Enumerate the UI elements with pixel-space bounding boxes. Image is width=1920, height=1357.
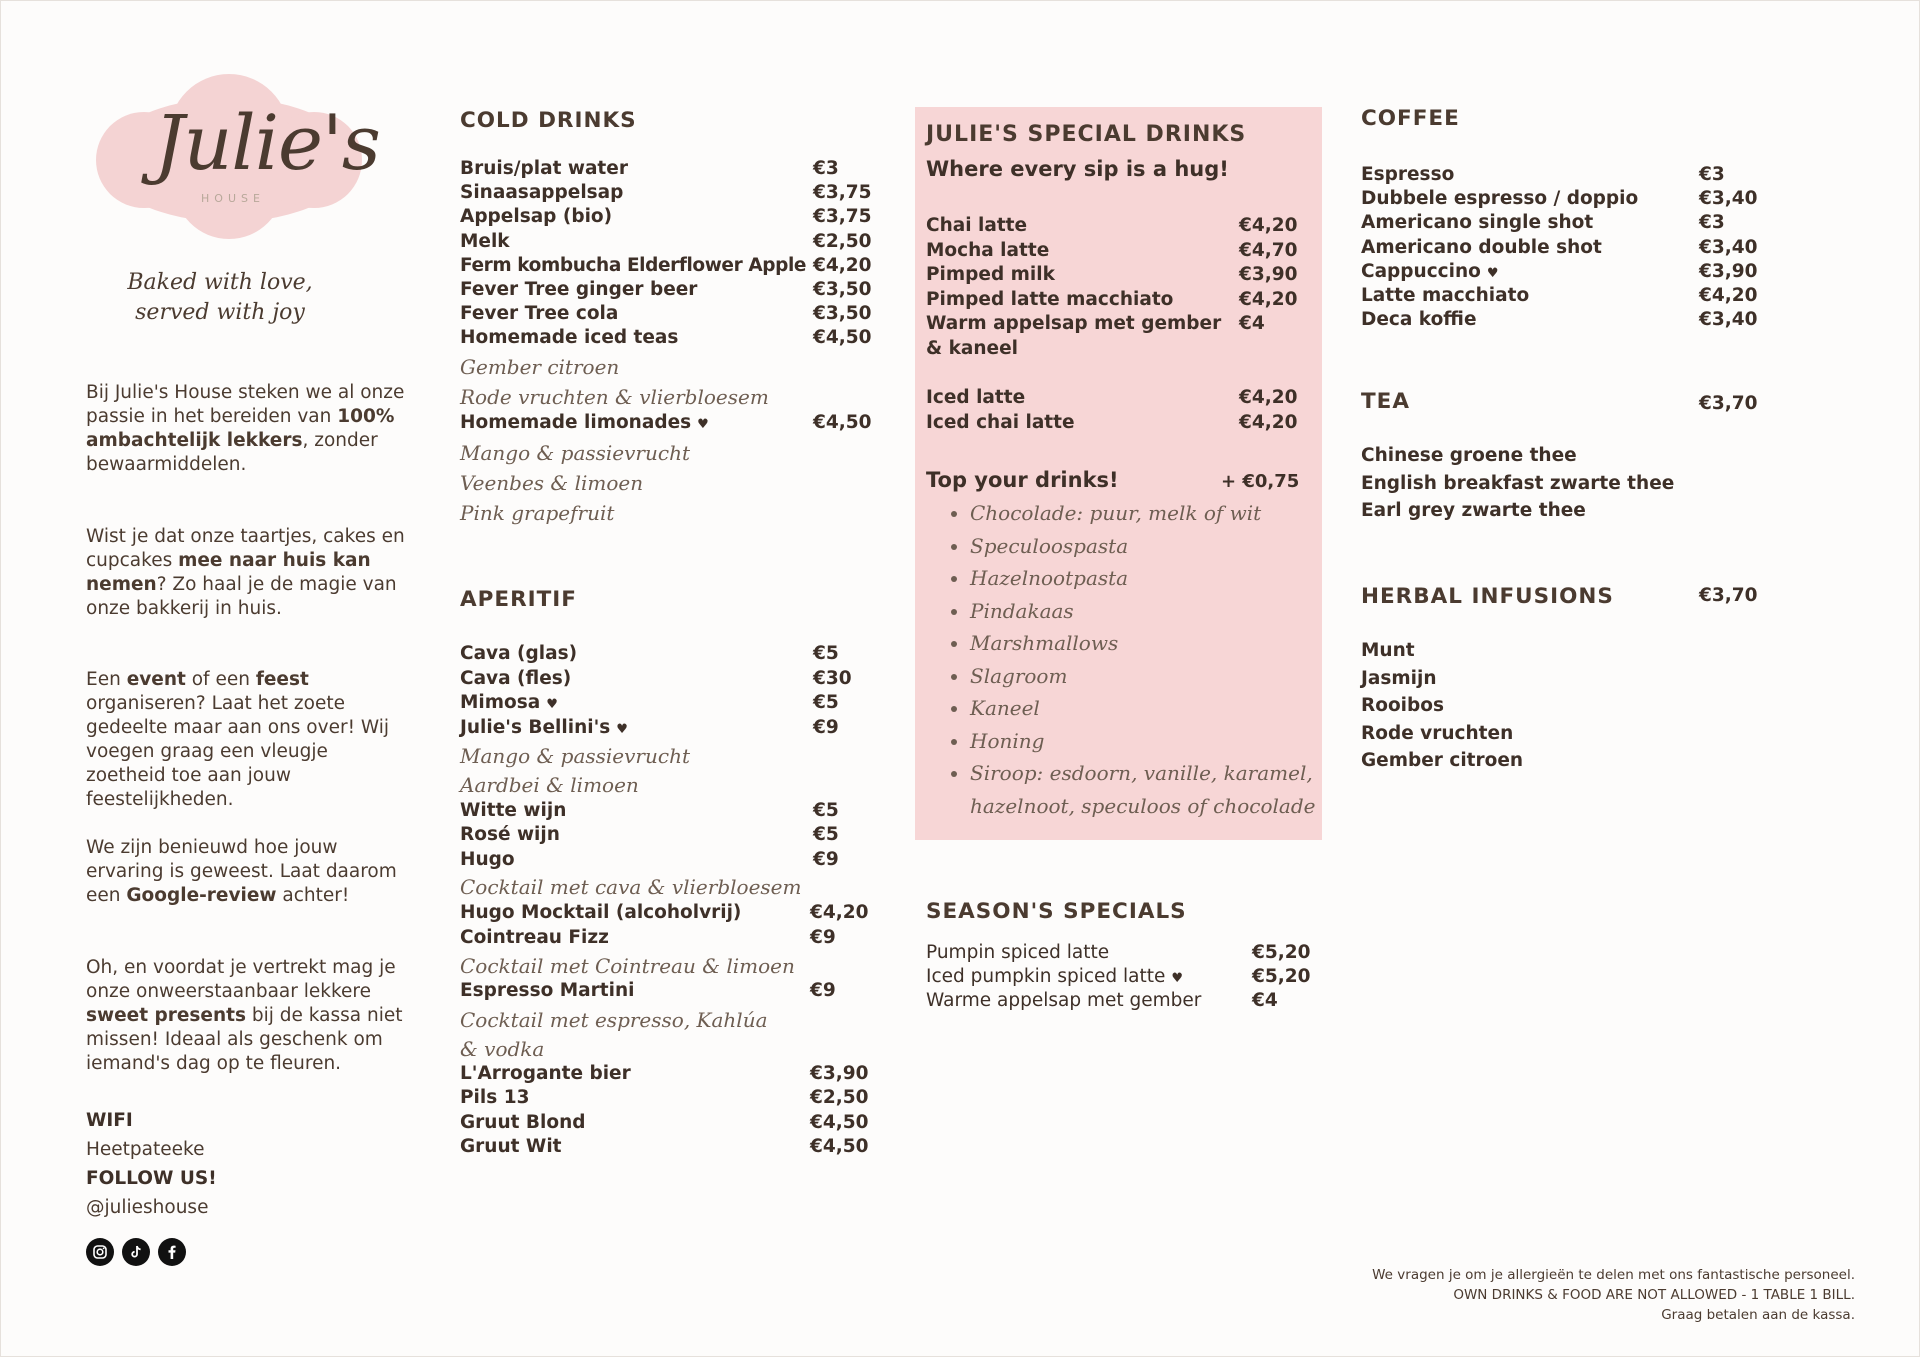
item-name: Gruut Wit xyxy=(460,1136,562,1157)
heart-icon: ♥ xyxy=(616,721,628,737)
text: ? Zo haal je de magie van onze bakkerij in huis. xyxy=(86,574,397,619)
toppings-list xyxy=(942,497,1316,822)
menu-item xyxy=(460,327,872,355)
item-price: €9 xyxy=(810,926,836,948)
heart-icon: ♥ xyxy=(1171,971,1184,986)
topping-item: • Honing xyxy=(970,725,1316,758)
item-name: Gruut Blond xyxy=(460,1111,586,1133)
intro-paragraph-4 xyxy=(86,836,406,908)
menu-item xyxy=(926,288,1298,314)
cold-drinks-heading: COLD DRINKS xyxy=(460,108,637,133)
topping-item: • Hazelnootpasta xyxy=(970,562,1316,595)
menu-item: Jasmijn xyxy=(1361,667,1437,689)
text: of een xyxy=(185,669,256,690)
menu-item xyxy=(1361,164,1725,188)
item-name: Fever Tree cola xyxy=(460,303,619,325)
item-name: Pumpin spiced latte xyxy=(926,942,1110,963)
item-price: €5 xyxy=(813,799,839,821)
special-drinks-heading: JULIE'S SPECIAL DRINKS xyxy=(926,122,1247,147)
item-price: €3,90 xyxy=(1239,264,1298,285)
menu-item xyxy=(460,926,836,954)
item-name: Cava (fles) xyxy=(460,667,572,689)
menu-item: Gember citroen xyxy=(1361,750,1524,771)
logo-wordmark: Julie's xyxy=(154,98,380,187)
menu-item xyxy=(460,158,839,182)
item-name: Rosé wijn xyxy=(460,824,560,845)
wifi-heading: WIFI xyxy=(86,1110,133,1131)
item-name: Dubbele espresso / doppio xyxy=(1361,188,1639,210)
intro-paragraph-3 xyxy=(86,668,406,812)
toppings-price: + €0,75 xyxy=(1221,471,1300,492)
menu-item xyxy=(926,313,1265,338)
tagline-line-1: Baked with love, xyxy=(127,270,313,295)
heart-icon: ♥ xyxy=(1486,265,1499,281)
heart-icon: ♥ xyxy=(697,417,709,433)
menu-item: Rode vruchten xyxy=(1361,722,1514,744)
menu-item xyxy=(460,230,872,255)
menu-item-variant: Mango & passievrucht xyxy=(460,743,690,768)
special-drinks-subheading: Where every sip is a hug! xyxy=(926,157,1229,181)
item-price: €3,50 xyxy=(813,303,872,325)
item-price: €3 xyxy=(813,158,839,179)
tea-list xyxy=(1361,445,1674,528)
text: bij de kassa niet missen! Ideaal als geschenk om iemand's dag op te fleuren. xyxy=(86,1005,403,1074)
item-price: €4,70 xyxy=(1239,239,1298,261)
menu-item-variant: Rode vruchten & vlierbloesem xyxy=(460,385,769,410)
menu-item xyxy=(460,1111,869,1137)
item-name: Julie's Bellini's xyxy=(460,716,611,738)
menu-item-variant: Cocktail met cava & vlierbloesem xyxy=(460,874,802,899)
item-name: Witte wijn xyxy=(460,799,567,821)
menu-item xyxy=(460,667,852,693)
special-iced-list xyxy=(926,387,1298,436)
item-name: Iced latte xyxy=(926,387,1026,408)
item-price: €3 xyxy=(1699,212,1725,234)
item-name: Deca koffie xyxy=(1361,309,1477,331)
cold-drinks-list xyxy=(460,158,872,531)
topping-item: • Pindakaas xyxy=(970,595,1316,628)
tea-price: €3,70 xyxy=(1699,393,1758,414)
text: , zonder bewaarmiddelen. xyxy=(86,430,378,475)
item-price: €2,50 xyxy=(810,1087,869,1108)
item-name: Mocha latte xyxy=(926,239,1050,261)
item-price: €4,20 xyxy=(1239,411,1298,433)
menu-item xyxy=(460,278,872,303)
menu-item xyxy=(460,901,869,927)
footer-line-2: OWN DRINKS & FOOD ARE NOT ALLOWED - 1 TABLE 1 BILL. xyxy=(1453,1287,1855,1303)
emphasis: mee naar huis kan nemen xyxy=(86,550,371,595)
menu-item xyxy=(926,411,1298,437)
menu-item xyxy=(1361,260,1758,285)
item-name: Iced pumpkin spiced latte xyxy=(926,966,1166,987)
item-price: €5 xyxy=(813,643,839,664)
text: Oh, en voordat je vertrekt mag je onze onweerstaanbaar lekkere xyxy=(86,957,396,1002)
menu-item xyxy=(460,206,872,230)
menu-item xyxy=(460,182,872,206)
item-price: €3 xyxy=(1699,164,1725,185)
special-drinks-list xyxy=(926,215,1298,362)
item-price: €3,75 xyxy=(813,206,872,228)
item-price: €4,20 xyxy=(1239,215,1298,236)
item-name: Americano single shot xyxy=(1361,212,1594,234)
item-price: €4 xyxy=(1252,990,1278,1011)
item-price: €2,50 xyxy=(813,230,872,252)
text: Een xyxy=(86,669,127,690)
item-price: €3,90 xyxy=(810,1062,869,1084)
menu-item: Rooibos xyxy=(1361,695,1444,716)
item-price: €4,20 xyxy=(813,254,872,276)
menu-item: Chinese groene thee xyxy=(1361,445,1577,466)
aperitif-heading: APERITIF xyxy=(460,587,577,612)
item-name: Americano double shot xyxy=(1361,236,1602,258)
social-links xyxy=(86,1238,186,1266)
item-price: €3,75 xyxy=(813,182,872,204)
menu-item-variant: Cocktail met espresso, Kahlúa xyxy=(460,1007,768,1032)
tea-heading: TEA xyxy=(1361,389,1410,414)
toppings-heading: Top your drinks! xyxy=(926,468,1119,492)
coffee-heading: COFFEE xyxy=(1361,106,1460,131)
menu-item xyxy=(460,716,839,744)
menu-item xyxy=(460,303,872,327)
item-name: Espresso Martini xyxy=(460,979,635,1001)
footer-line-3: Graag betalen aan de kassa. xyxy=(1661,1307,1855,1323)
item-name: & kaneel xyxy=(926,337,1018,359)
item-price: €3,40 xyxy=(1699,188,1758,210)
topping-item: • Speculoospasta xyxy=(970,530,1316,563)
item-name: Cappuccino xyxy=(1361,260,1481,282)
menu-item xyxy=(1361,236,1758,261)
menu-item xyxy=(460,692,839,717)
item-price: €4,20 xyxy=(810,901,869,923)
item-price: €4,20 xyxy=(1239,387,1298,408)
item-name: Cava (glas) xyxy=(460,643,578,664)
menu-item xyxy=(460,254,872,279)
emphasis: 100% ambachtelijk lekkers xyxy=(86,406,395,451)
menu-item xyxy=(1361,309,1758,333)
season-specials-heading: SEASON'S SPECIALS xyxy=(926,899,1187,924)
menu-item xyxy=(460,1062,869,1088)
item-price: €4,50 xyxy=(810,1136,869,1157)
menu-item xyxy=(926,966,1311,990)
text: We zijn benieuwd hoe jouw ervaring is geweest. Laat daarom een xyxy=(86,837,397,906)
tagline xyxy=(100,268,340,328)
menu-item xyxy=(926,215,1298,240)
menu-item: English breakfast zwarte thee xyxy=(1361,472,1675,494)
menu-item xyxy=(460,979,836,1008)
intro-paragraph-2 xyxy=(86,525,406,621)
item-price: €3,90 xyxy=(1699,260,1758,282)
topping-item: • Kaneel xyxy=(970,692,1316,725)
text: organiseren? Laat het zoete gedeelte maar aan ons over! Wij voegen graag een vleugje zoetheid toe aan jouw feestelijkheden. xyxy=(86,693,390,810)
instagram-icon[interactable] xyxy=(86,1238,114,1266)
menu-item xyxy=(926,387,1298,412)
menu-item xyxy=(1361,284,1758,309)
item-name: Espresso xyxy=(1361,164,1455,185)
item-price: €3,40 xyxy=(1699,309,1758,331)
topping-item: • Slagroom xyxy=(970,660,1316,693)
menu-item xyxy=(460,1087,869,1112)
text: achter! xyxy=(276,885,350,906)
menu-item xyxy=(460,412,872,441)
item-price: €9 xyxy=(813,716,839,738)
item-name: Homemade iced teas xyxy=(460,327,679,349)
menu-item: Earl grey zwarte thee xyxy=(1361,500,1586,521)
social-handle[interactable]: @julieshouse xyxy=(86,1197,209,1218)
intro-paragraph-5 xyxy=(86,956,406,1076)
menu-item-variant: Gember citroen xyxy=(460,355,620,380)
emphasis: event xyxy=(126,669,186,690)
menu-item xyxy=(926,264,1298,289)
logo-subtitle: HOUSE xyxy=(201,192,265,205)
topping-item: • Chocolade: puur, melk of wit xyxy=(970,497,1316,530)
text: Bij Julie's House steken we al onze passie in het bereiden van xyxy=(86,382,405,427)
item-price: €30 xyxy=(813,667,852,689)
item-price: €4,20 xyxy=(1699,284,1758,306)
herbal-price: €3,70 xyxy=(1699,585,1758,606)
herbal-infusions-heading: HERBAL INFUSIONS xyxy=(1361,584,1614,609)
menu-item-variant: & vodka xyxy=(460,1036,545,1061)
menu-item-variant: Veenbes & limoen xyxy=(460,471,644,496)
item-price: €4 xyxy=(1239,313,1265,334)
wifi-value: Heetpateeke xyxy=(86,1139,205,1160)
item-price: €3,50 xyxy=(813,278,872,300)
menu-item xyxy=(460,1136,869,1161)
menu-item xyxy=(926,990,1278,1014)
item-name: L'Arrogante bier xyxy=(460,1062,631,1084)
item-price: €4,50 xyxy=(813,412,872,434)
emphasis: feest xyxy=(255,669,309,690)
menu-item xyxy=(460,643,839,668)
item-name: Ferm kombucha Elderflower Apple xyxy=(460,254,807,276)
item-name: Fever Tree ginger beer xyxy=(460,278,698,300)
item-price: €5 xyxy=(813,824,839,845)
item-price: €5 xyxy=(813,692,839,713)
intro-paragraph-1 xyxy=(86,381,406,477)
item-name: Homemade limonades xyxy=(460,412,692,434)
menu-item-variant: Mango & passievrucht xyxy=(460,441,690,466)
footer-line-1: We vragen je om je allergieën te delen met ons fantastische personeel. xyxy=(1372,1267,1855,1283)
follow-heading: FOLLOW US! xyxy=(86,1168,217,1189)
topping-item-continued: hazelnoot, speculoos of chocolade xyxy=(970,793,1316,818)
menu-item: Munt xyxy=(1361,640,1415,661)
emphasis: sweet presents xyxy=(86,1005,246,1026)
item-price: €5,20 xyxy=(1252,966,1311,987)
item-name: Pils 13 xyxy=(460,1087,530,1108)
item-name: Sinaasappelsap xyxy=(460,182,624,204)
herbal-list xyxy=(1361,640,1523,778)
menu-item xyxy=(1361,212,1725,236)
item-price: €4,20 xyxy=(1239,288,1298,310)
item-name: Melk xyxy=(460,230,510,252)
menu-item xyxy=(460,848,839,875)
footer-notice xyxy=(1372,1265,1855,1325)
topping-item: • Siroop: esdoorn, vanille, karamel, xyxy=(970,757,1316,790)
tiktok-icon[interactable] xyxy=(122,1238,150,1266)
item-name: Latte macchiato xyxy=(1361,284,1530,306)
item-price: €5,20 xyxy=(1252,942,1311,963)
logo xyxy=(84,72,380,242)
item-name: Mimosa xyxy=(460,692,541,713)
menu-item xyxy=(926,942,1311,966)
topping-item: • Marshmallows xyxy=(970,627,1316,660)
item-name: Hugo Mocktail (alcoholvrij) xyxy=(460,901,742,923)
item-name: Warm appelsap met gember xyxy=(926,313,1222,334)
menu-item xyxy=(1361,188,1758,212)
item-name: Pimped latte macchiato xyxy=(926,288,1174,310)
item-price: €4,50 xyxy=(813,327,872,349)
item-price: €3,40 xyxy=(1699,236,1758,258)
item-name: Appelsap (bio) xyxy=(460,206,613,228)
tagline-line-2: served with joy xyxy=(135,300,305,325)
item-price: €9 xyxy=(813,848,839,870)
item-name: Cointreau Fizz xyxy=(460,926,609,948)
item-name: Iced chai latte xyxy=(926,411,1075,433)
item-name: Bruis/plat water xyxy=(460,158,628,179)
item-name: Hugo xyxy=(460,848,515,870)
menu-item xyxy=(460,799,839,825)
coffee-list xyxy=(1361,164,1758,333)
menu-item xyxy=(926,239,1298,265)
season-specials-list xyxy=(926,942,1311,1014)
heart-icon: ♥ xyxy=(546,697,558,712)
menu-item xyxy=(926,338,1221,363)
menu-item xyxy=(460,824,839,849)
facebook-icon[interactable] xyxy=(158,1238,186,1266)
text: Wist je dat onze taartjes, cakes en cupcakes xyxy=(86,526,405,571)
menu-item-variant: Pink grapefruit xyxy=(460,501,615,526)
menu-item-variant: Cocktail met Cointreau & limoen xyxy=(460,953,795,978)
emphasis: Google-review xyxy=(126,885,277,906)
item-price: €9 xyxy=(810,979,836,1001)
item-price: €4,50 xyxy=(810,1111,869,1133)
item-name: Warme appelsap met gember xyxy=(926,990,1202,1011)
aperitif-list xyxy=(460,643,869,1161)
menu-item-variant: Aardbei & limoen xyxy=(460,772,639,797)
item-name: Pimped milk xyxy=(926,264,1055,285)
item-name: Chai latte xyxy=(926,215,1028,236)
